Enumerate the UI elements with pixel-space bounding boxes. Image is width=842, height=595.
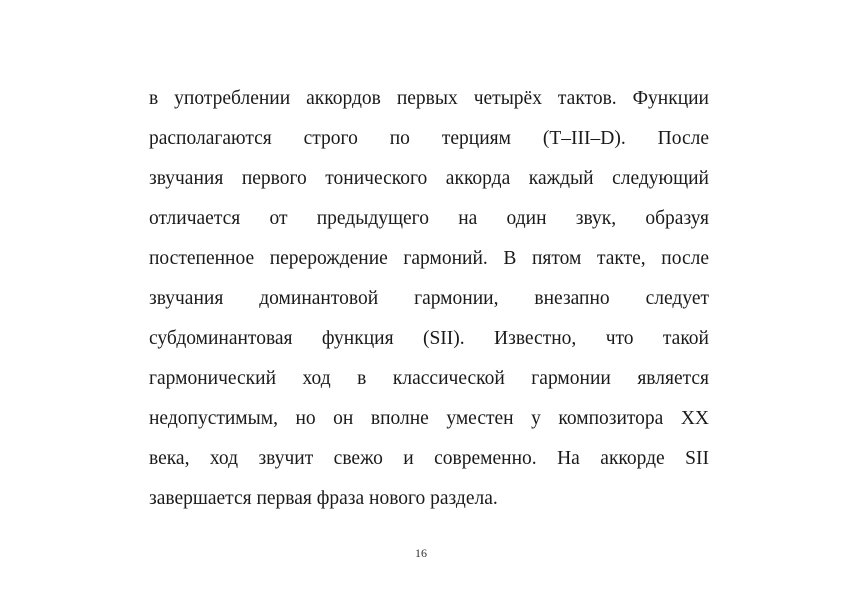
paragraph-line-9: недопустимым, но он вполне уместен у композитора XX <box>149 408 709 429</box>
body-paragraph <box>149 85 709 525</box>
paragraph-line-5: постепенное перерождение гармоний. В пятом такте, после <box>149 248 709 269</box>
paragraph-line-7: субдоминантовая функция (SII). Известно, что такой <box>149 328 709 349</box>
paragraph-line-10: века, ход звучит свежо и современно. На аккорде SII <box>149 448 709 469</box>
page-number: 16 <box>415 546 427 560</box>
paragraph-line-11: завершается первая фраза нового раздела. <box>149 488 498 509</box>
paragraph-line-4: отличается от предыдущего на один звук, образуя <box>149 208 709 229</box>
paragraph-line-8: гармонический ход в классической гармонии является <box>149 368 709 389</box>
paragraph-line-3: звучания первого тонического аккорда каждый следующий <box>149 168 709 189</box>
paragraph-line-2: располагаются строго по терциям (T–III–D). После <box>149 128 709 149</box>
paragraph-line-6: звучания доминантовой гармонии, внезапно следует <box>149 288 709 309</box>
paragraph-line-1: в употреблении аккордов первых четырёх тактов. Функции <box>149 88 709 109</box>
